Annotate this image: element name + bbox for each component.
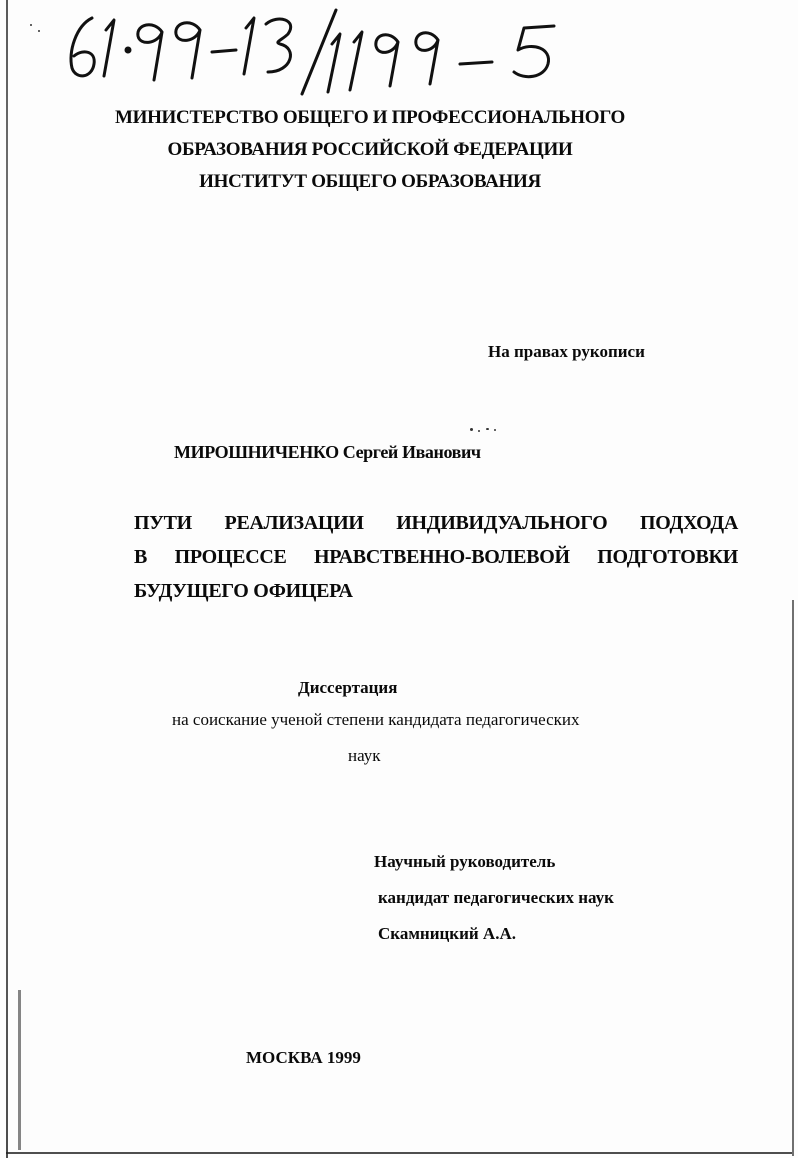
ministry-line-1: МИНИСТЕРСТВО ОБЩЕГО И ПРОФЕССИОНАЛЬНОГО	[114, 107, 626, 128]
title-line-2	[134, 540, 738, 574]
scan-border-bottom	[6, 1152, 792, 1154]
title-word: ПОДХОДА	[640, 512, 738, 534]
ministry-line-2: ОБРАЗОВАНИЯ РОССИЙСКОЙ ФЕДЕРАЦИИ	[167, 139, 573, 160]
scan-speck	[494, 429, 496, 431]
scan-speck	[486, 428, 489, 430]
title-line-3	[134, 574, 738, 608]
supervisor-block	[374, 844, 614, 952]
scan-border-artifact	[18, 990, 21, 1150]
title-word: РЕАЛИЗАЦИИ	[224, 512, 364, 534]
supervisor-name: Скамницкий А.А.	[378, 924, 516, 943]
scan-speck	[30, 24, 32, 26]
supervisor-degree: кандидат педагогических наук	[378, 888, 614, 907]
title-word: ПРОЦЕССЕ	[174, 546, 287, 568]
scan-speck	[470, 428, 473, 431]
title-word: НРАВСТВЕННО-ВОЛЕВОЙ	[314, 546, 570, 568]
title-word: ПОДГОТОВКИ	[597, 546, 738, 568]
scan-speck	[38, 30, 40, 32]
title-word: ИНДИВИДУАЛЬНОГО	[396, 512, 608, 534]
scan-speck	[478, 430, 480, 432]
dissertation-purpose-line-2: наук	[348, 746, 381, 765]
author-name: МИРОШНИЧЕНКО Сергей Иванович	[174, 442, 481, 462]
title-word: В	[134, 546, 148, 568]
dissertation-title	[134, 506, 738, 608]
dissertation-purpose-line-1: на соискание ученой степени кандидата педагогических	[172, 710, 580, 729]
scan-border-right	[792, 600, 794, 1156]
scan-border-left	[6, 0, 8, 1158]
ministry-line-3: ИНСТИТУТ ОБЩЕГО ОБРАЗОВАНИЯ	[199, 171, 541, 192]
title-word: БУДУЩЕГО ОФИЦЕРА	[134, 580, 353, 602]
title-word: ПУТИ	[134, 512, 192, 534]
title-line-1	[134, 506, 738, 540]
supervisor-label: Научный руководитель	[374, 852, 556, 871]
ministry-header	[90, 102, 650, 198]
handwritten-archive-code	[62, 6, 582, 98]
dissertation-label: Диссертация	[298, 678, 398, 697]
rights-note: На правах рукописи	[488, 342, 645, 361]
city-year: МОСКВА 1999	[246, 1048, 361, 1067]
